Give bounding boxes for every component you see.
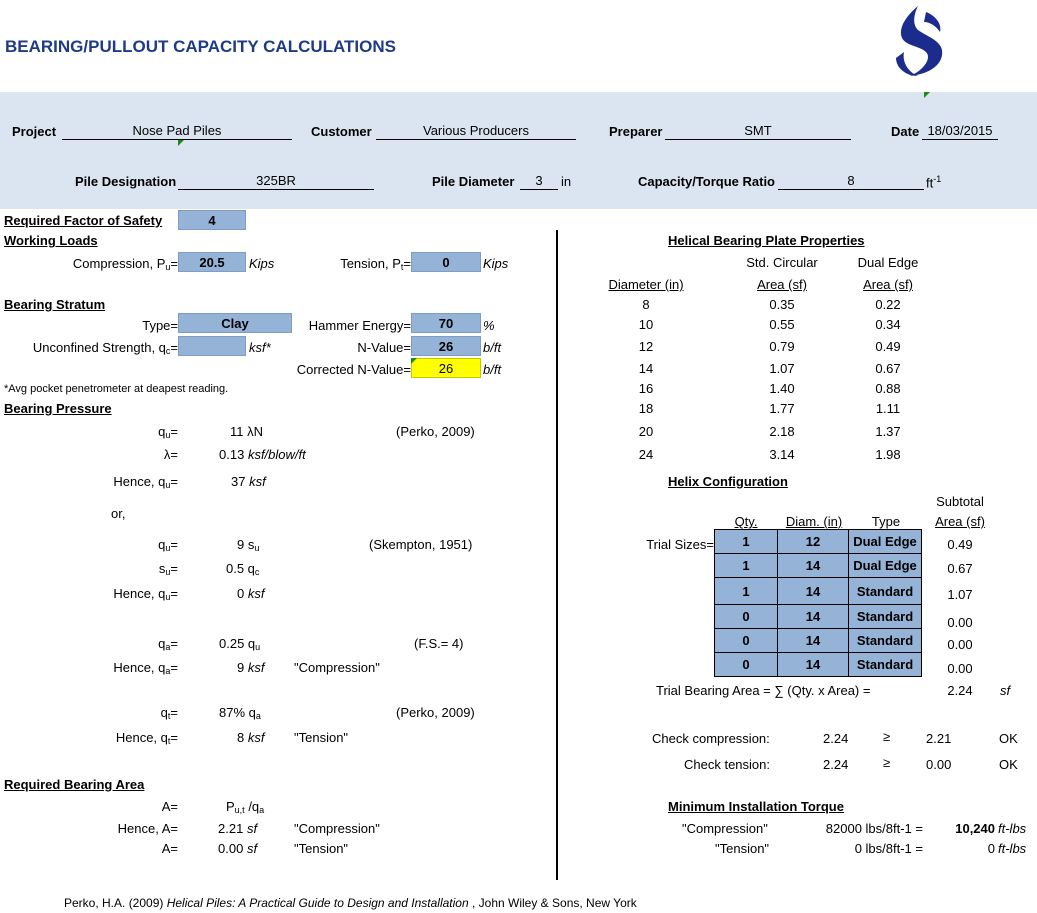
helix-type[interactable]: Standard bbox=[849, 629, 922, 653]
eq3-label: Hence, $q_u=$ bbox=[113, 474, 178, 490]
plate-std-area: 0.79 bbox=[769, 339, 795, 354]
eq6-label-sub: u bbox=[165, 592, 171, 602]
footer-ref-title: Helical Piles: A Practical Guide to Design and Installation bbox=[166, 896, 469, 910]
footer-ref-author: Perko, H.A. (2009) bbox=[64, 896, 167, 910]
plate-diameter: 16 bbox=[638, 381, 654, 396]
torque-compression-unit: ft-lbs bbox=[998, 821, 1027, 836]
page-title: BEARING/PULLOUT CAPACITY CALCULATIONS bbox=[5, 37, 396, 56]
eq9-value-sub: a bbox=[255, 711, 261, 721]
helix-row bbox=[715, 653, 922, 677]
eq10-label: Hence, $q_t=$ bbox=[115, 730, 178, 746]
dual-edge-header: Dual Edge bbox=[857, 255, 919, 270]
area3-unit: sf bbox=[246, 841, 258, 856]
pile-diameter-label: Pile Diameter bbox=[432, 174, 515, 189]
eq10-label-sub: t bbox=[167, 736, 171, 746]
torque-tension-label: "Tension" bbox=[715, 841, 770, 856]
eq5-value bbox=[226, 561, 259, 577]
helix-type[interactable]: Standard bbox=[849, 578, 922, 605]
eq1-label-sub: u bbox=[165, 430, 171, 440]
area3-label: A= bbox=[161, 841, 178, 856]
eq8-label-text: Hence, q bbox=[113, 660, 166, 675]
eq8-value-text: 9 bbox=[237, 660, 245, 675]
date-label: Date bbox=[891, 124, 920, 139]
eq4-value-text: 9 s bbox=[237, 537, 255, 552]
area1-value bbox=[226, 799, 264, 815]
area3-value-text: 0.00 bbox=[218, 841, 244, 856]
eq7-label-sub: a bbox=[165, 642, 171, 652]
helix-diam[interactable]: 14 bbox=[778, 605, 849, 629]
eq9-value bbox=[219, 705, 261, 721]
plate-std-area: 1.77 bbox=[769, 401, 795, 416]
helix-row bbox=[715, 629, 922, 653]
type-col-header: Type bbox=[871, 514, 901, 529]
corrected-nvalue-unit: b/ft bbox=[483, 362, 502, 377]
helix-subtotal: 0.00 bbox=[947, 637, 973, 652]
eq4-label-text: q bbox=[158, 537, 166, 552]
company-logo-icon bbox=[884, 2, 956, 82]
compression-label-sub: u bbox=[165, 262, 171, 272]
bearing-pressure-heading: Bearing Pressure bbox=[4, 401, 112, 416]
eq8-label-sub: a bbox=[165, 666, 171, 676]
std-circular-header: Std. Circular bbox=[746, 255, 818, 270]
ct-ratio-unit-text: ft bbox=[926, 175, 934, 191]
check-compression-op: ≥ bbox=[883, 729, 891, 744]
diameter-col-header: Diameter (in) bbox=[608, 277, 684, 292]
std-area-col-header: Area (sf) bbox=[757, 277, 807, 292]
bearing-stratum-heading: Bearing Stratum bbox=[4, 297, 106, 312]
torque-compression-label: "Compression" bbox=[682, 821, 768, 836]
eq8-value bbox=[237, 660, 264, 675]
area2-value bbox=[218, 821, 257, 836]
ct-ratio-field[interactable]: 8 bbox=[778, 173, 924, 190]
helix-diam[interactable]: 14 bbox=[778, 653, 849, 677]
eq10-note: "Tension" bbox=[294, 730, 349, 745]
or-text: or, bbox=[111, 506, 126, 521]
eq9-label: $q_t=$ bbox=[160, 705, 178, 721]
eq6-value bbox=[237, 586, 264, 601]
eq2-value bbox=[219, 447, 306, 462]
unconfined-label: Unconfined Strength, $q_c=$ bbox=[32, 340, 178, 356]
eq8-note: "Compression" bbox=[294, 660, 380, 675]
trial-area-value: 2.24 bbox=[947, 683, 973, 698]
plate-diameter: 24 bbox=[638, 447, 654, 462]
plate-std-area: 1.40 bbox=[769, 381, 795, 396]
footnote: *Avg pocket penetrometer at deapest reading. bbox=[4, 383, 229, 395]
compression-label-text: Compression, P bbox=[72, 256, 166, 271]
corrected-nvalue-label: Corrected N-Value= bbox=[296, 362, 411, 377]
fos-input[interactable]: 4 bbox=[178, 210, 246, 230]
plate-std-area: 0.35 bbox=[769, 297, 795, 312]
area2-label: Hence, A= bbox=[117, 821, 178, 836]
check-compression-label: Check compression: bbox=[652, 731, 770, 746]
area1-label: A= bbox=[161, 799, 178, 814]
tension-unit: Kips bbox=[483, 256, 509, 271]
helix-type[interactable]: Standard bbox=[849, 653, 922, 677]
hammer-label: Hammer Energy= bbox=[308, 318, 411, 333]
area2-unit: sf bbox=[246, 821, 258, 836]
check-tension-label: Check tension: bbox=[684, 757, 770, 772]
plate-properties-heading: Helical Bearing Plate Properties bbox=[668, 233, 865, 248]
check-tension-a: 2.24 bbox=[823, 757, 849, 772]
area2-value-text: 2.21 bbox=[218, 821, 244, 836]
helix-type[interactable]: Standard bbox=[849, 605, 922, 629]
eq3-unit: ksf bbox=[249, 474, 266, 489]
plate-diameter: 14 bbox=[638, 361, 654, 376]
subtotal-header-top: Subtotal bbox=[936, 494, 984, 509]
eq4-value-sub: u bbox=[254, 543, 260, 553]
tension-label-text: Tension, P bbox=[340, 256, 401, 271]
plate-dual-area: 1.11 bbox=[875, 401, 901, 416]
plate-diameter: 20 bbox=[638, 424, 654, 439]
torque-compression-calc: 82000 lbs/8ft-1 = bbox=[825, 821, 923, 836]
area2-note: "Compression" bbox=[294, 821, 380, 836]
eq5-value-sub: c bbox=[254, 567, 260, 577]
footer-ref-publisher: , John Wiley & Sons, New York bbox=[468, 896, 637, 910]
eq4-value bbox=[237, 537, 259, 553]
eq4-label: $q_u=$ bbox=[158, 537, 178, 553]
helix-diam[interactable]: 14 bbox=[778, 578, 849, 605]
helix-row bbox=[715, 605, 922, 629]
eq6-value-text: 0 bbox=[237, 586, 245, 601]
helix-qty[interactable]: 1 bbox=[715, 554, 778, 578]
eq3-value bbox=[231, 474, 266, 489]
compression-label: Compression, $P_u=$ bbox=[72, 256, 178, 272]
unconfined-label-text: Unconfined Strength, q bbox=[32, 340, 166, 355]
project-label: Project bbox=[12, 124, 57, 139]
eq1-value: 11 λN bbox=[230, 424, 263, 439]
subtotal-col-header: Area (sf) bbox=[935, 514, 985, 529]
torque-tension-value: 0 bbox=[987, 841, 995, 856]
hammer-input[interactable]: 70 bbox=[411, 313, 481, 333]
area1-value-sub: u,t bbox=[234, 805, 245, 815]
helix-row bbox=[715, 530, 922, 554]
footer-reference bbox=[64, 896, 637, 910]
unconfined-input[interactable] bbox=[178, 336, 246, 356]
eq8-unit: ksf bbox=[247, 660, 265, 675]
plate-dual-area: 0.88 bbox=[875, 381, 901, 396]
check-tension-op: ≥ bbox=[883, 755, 891, 770]
helix-type[interactable]: Dual Edge bbox=[849, 530, 922, 554]
helix-table bbox=[714, 529, 922, 677]
customer-label: Customer bbox=[311, 124, 372, 139]
trial-area-unit: sf bbox=[1000, 683, 1011, 698]
eq9-value-text: 87% q bbox=[219, 705, 256, 720]
qty-col-header: Qty. bbox=[734, 514, 758, 529]
plate-dual-area: 0.34 bbox=[875, 317, 901, 332]
area1-tail-sub: a bbox=[259, 805, 265, 815]
tension-label-sub: t bbox=[400, 262, 404, 272]
eq2-unit: ksf/blow/ft bbox=[247, 447, 306, 462]
type-input[interactable]: Clay bbox=[178, 313, 292, 333]
area3-note: "Tension" bbox=[294, 841, 349, 856]
eq5-label-text: s bbox=[158, 561, 166, 576]
eq10-value-text: 8 bbox=[237, 730, 245, 745]
unconfined-unit: ksf* bbox=[249, 340, 271, 355]
check-compression-result: OK bbox=[999, 731, 1018, 746]
helix-diam[interactable]: 14 bbox=[778, 629, 849, 653]
torque-compression-value: 10,240 bbox=[955, 821, 995, 836]
date-field[interactable]: 18/03/2015 bbox=[922, 123, 998, 140]
eq3-label-text: Hence, q bbox=[113, 474, 166, 489]
pile-designation-field[interactable]: 325BR bbox=[178, 173, 374, 190]
eq10-unit: ksf bbox=[247, 730, 265, 745]
trial-area-label: Trial Bearing Area = ∑ (Qty. x Area) = bbox=[656, 683, 871, 698]
nvalue-input[interactable]: 26 bbox=[411, 336, 481, 356]
helix-config-heading: Helix Configuration bbox=[668, 474, 788, 489]
trial-sizes-label: Trial Sizes= bbox=[646, 537, 714, 552]
pile-designation-label: Pile Designation bbox=[75, 174, 177, 189]
torque-tension-calc: 0 lbs/8ft-1 = bbox=[854, 841, 923, 856]
preparer-label: Preparer bbox=[609, 124, 663, 139]
diam-col-header: Diam. (in) bbox=[785, 514, 843, 529]
eq7-value-text: 0.25 q bbox=[219, 636, 256, 651]
helix-qty[interactable]: 1 bbox=[715, 578, 778, 605]
eq3-label-sub: u bbox=[165, 480, 171, 490]
helix-qty[interactable]: 0 bbox=[715, 629, 778, 653]
eq7-label: $q_a=$ bbox=[158, 636, 178, 652]
area3-value bbox=[218, 841, 257, 856]
eq1-label: $q_u=$ bbox=[158, 424, 178, 440]
eq5-label: $s_u=$ bbox=[158, 561, 178, 577]
helix-subtotal: 0.67 bbox=[947, 561, 973, 576]
required-area-heading: Required Bearing Area bbox=[4, 777, 145, 792]
plate-dual-area: 1.98 bbox=[875, 447, 901, 462]
check-compression-b: 2.21 bbox=[926, 731, 952, 746]
torque-heading: Minimum Installation Torque bbox=[668, 799, 844, 814]
plate-std-area: 2.18 bbox=[769, 424, 795, 439]
eq6-label: Hence, $q_u=$ bbox=[113, 586, 178, 602]
eq7-ref: (F.S.= 4) bbox=[414, 636, 464, 651]
plate-dual-area: 1.37 bbox=[875, 424, 901, 439]
plate-dual-area: 0.67 bbox=[875, 361, 901, 376]
eq4-ref: (Skempton, 1951) bbox=[369, 537, 473, 552]
helix-subtotal: 0.49 bbox=[947, 537, 973, 552]
check-tension-b: 0.00 bbox=[926, 757, 952, 772]
eq6-label-text: Hence, q bbox=[113, 586, 166, 601]
eq1-label-text: q bbox=[158, 424, 166, 439]
eq9-label-text: q bbox=[160, 705, 168, 720]
eq7-label-text: q bbox=[158, 636, 166, 651]
eq9-label-sub: t bbox=[167, 711, 171, 721]
helix-row bbox=[715, 554, 922, 578]
area1-value-text: P bbox=[226, 799, 235, 814]
nvalue-unit: b/ft bbox=[483, 340, 502, 355]
nvalue-label: N-Value= bbox=[357, 340, 411, 355]
eq7-value bbox=[219, 636, 260, 652]
eq10-label-text: Hence, q bbox=[115, 730, 168, 745]
pile-diameter-field[interactable]: 3 bbox=[520, 173, 558, 190]
ct-ratio-exponent: -1 bbox=[933, 174, 942, 184]
customer-field[interactable]: Various Producers bbox=[376, 123, 576, 140]
working-loads-heading: Working Loads bbox=[4, 233, 98, 248]
plate-dual-area: 0.49 bbox=[875, 339, 901, 354]
eq2-label: λ= bbox=[163, 447, 178, 462]
corrected-nvalue-output: 26 bbox=[411, 358, 481, 378]
eq1-ref: (Perko, 2009) bbox=[396, 424, 475, 439]
eq4-label-sub: u bbox=[165, 543, 171, 553]
eq5-value-text: 0.5 q bbox=[226, 561, 255, 576]
helix-type[interactable]: Dual Edge bbox=[849, 554, 922, 578]
eq7-value-sub: u bbox=[255, 642, 261, 652]
plate-dual-area: 0.22 bbox=[875, 297, 901, 312]
eq5-label-sub: u bbox=[165, 567, 171, 577]
project-field[interactable]: Nose Pad Piles bbox=[62, 123, 292, 140]
check-compression-a: 2.24 bbox=[823, 731, 849, 746]
column-divider bbox=[556, 230, 558, 880]
compression-unit: Kips bbox=[249, 256, 275, 271]
helix-subtotal: 0.00 bbox=[947, 615, 973, 630]
plate-std-area: 0.55 bbox=[769, 317, 795, 332]
fos-label: Required Factor of Safety bbox=[4, 213, 163, 228]
area1-tail: /q bbox=[248, 799, 260, 814]
plate-diameter: 10 bbox=[638, 317, 654, 332]
check-tension-result: OK bbox=[999, 757, 1018, 772]
tension-label: Tension, $P_t=$ bbox=[340, 256, 411, 272]
ct-ratio-unit bbox=[926, 174, 941, 190]
unconfined-label-sub: c bbox=[165, 346, 171, 356]
helix-qty[interactable]: 0 bbox=[715, 605, 778, 629]
eq8-label: Hence, $q_a=$ bbox=[113, 660, 178, 676]
compression-input[interactable]: 20.5 bbox=[178, 252, 246, 272]
plate-std-area: 3.14 bbox=[769, 447, 795, 462]
eq9-ref: (Perko, 2009) bbox=[396, 705, 475, 720]
helix-row bbox=[715, 578, 922, 605]
eq10-value bbox=[237, 730, 264, 745]
plate-std-area: 1.07 bbox=[769, 361, 795, 376]
helix-qty[interactable]: 1 bbox=[715, 530, 778, 554]
pile-diameter-unit: in bbox=[561, 174, 572, 189]
eq6-unit: ksf bbox=[247, 586, 265, 601]
plate-diameter: 8 bbox=[642, 297, 650, 312]
eq2-value-text: 0.13 bbox=[219, 447, 245, 462]
hammer-unit: % bbox=[483, 318, 495, 333]
dual-area-col-header: Area (sf) bbox=[863, 277, 913, 292]
plate-diameter: 12 bbox=[638, 339, 654, 354]
tension-input[interactable]: 0 bbox=[411, 252, 481, 272]
ct-ratio-label: Capacity/Torque Ratio bbox=[638, 174, 776, 189]
preparer-field[interactable]: SMT bbox=[665, 123, 851, 140]
header-band bbox=[0, 92, 1037, 209]
helix-diam[interactable]: 12 bbox=[778, 530, 849, 554]
helix-diam[interactable]: 14 bbox=[778, 554, 849, 578]
plate-diameter: 18 bbox=[638, 401, 654, 416]
helix-subtotal: 1.07 bbox=[947, 587, 973, 602]
eq3-value-text: 37 bbox=[231, 474, 246, 489]
type-label: Type= bbox=[142, 318, 178, 333]
helix-qty[interactable]: 0 bbox=[715, 653, 778, 677]
torque-tension-unit: ft-lbs bbox=[998, 841, 1027, 856]
helix-subtotal: 0.00 bbox=[947, 661, 973, 676]
